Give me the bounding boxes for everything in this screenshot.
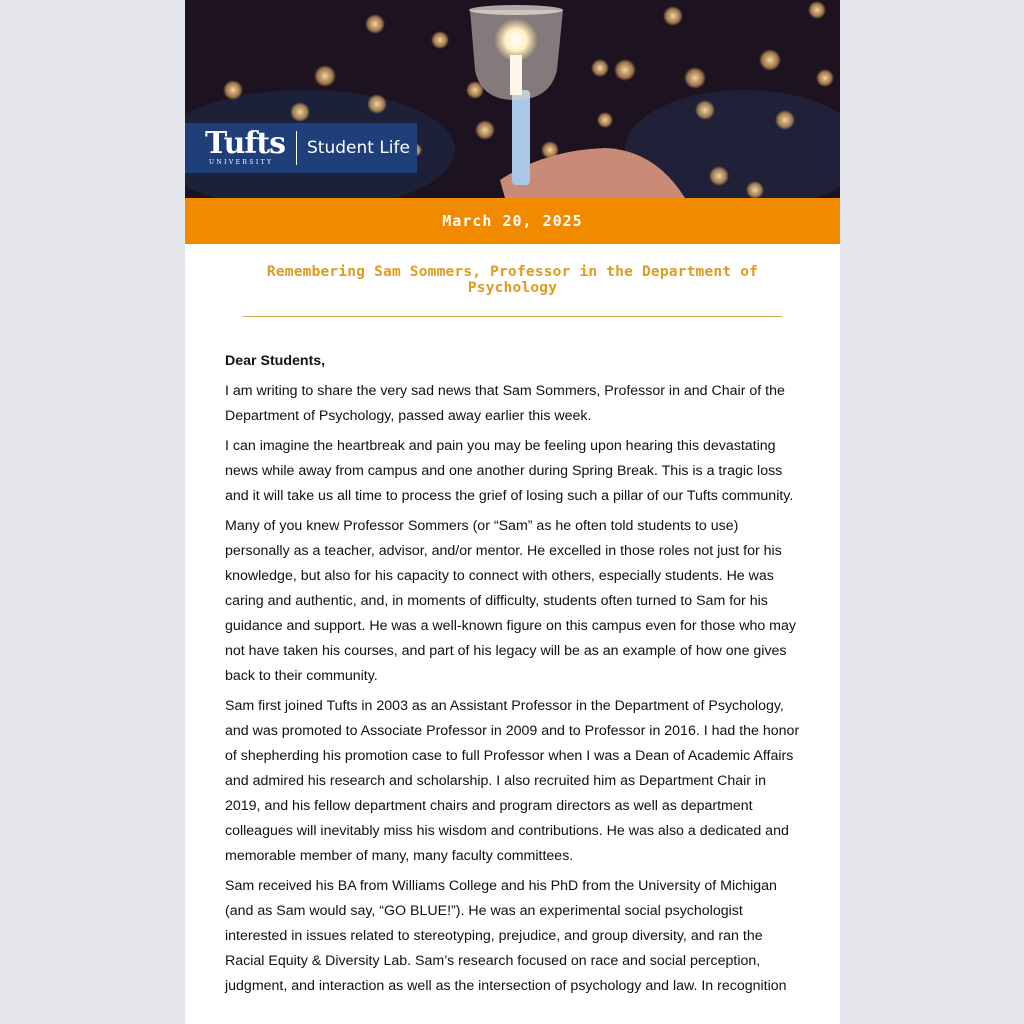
tufts-student-life-logo[interactable]	[185, 123, 417, 173]
logo-wordmark: Tufts	[205, 126, 286, 161]
salutation: Dear Students,	[225, 353, 326, 369]
body-paragraph: Sam received his BA from Williams College and his PhD from the University of Michigan (and as Sam would say, “GO BLUE!”). He was an experimental social psychologist interested in issues related to stereotyping, prejudice, and group diversity, and ran the Racial Equity & Diversity Lab. Sam’s research focused on race and social perception, judgment, and interaction as well as the intersection of psychology and law. In recognition	[225, 878, 787, 994]
email-body	[185, 317, 840, 999]
email-container	[185, 0, 840, 1024]
body-paragraph: Many of you knew Professor Sommers (or “Sam” as he often told students to use) personally as a teacher, advisor, and/or mentor. He excelled in those roles not just for his knowledge, but also for his capacity to connect with others, especially students. He was caring and authentic, and, in moments of difficulty, students often turned to Sam for his guidance and support. He was a well-known figure on this campus even for those who may not have taken his courses, and part of his legacy will be as an example of how one gives back to their community.	[225, 518, 796, 684]
article-headline: Remembering Sam Sommers, Professor in the Department of Psychology	[266, 264, 759, 296]
hero-banner	[185, 0, 840, 198]
logo-unit-name: Student Life	[307, 138, 410, 158]
email-date: March 20, 2025	[442, 212, 583, 230]
body-paragraph: I am writing to share the very sad news that Sam Sommers, Professor in and Chair of the Department of Psychology, passed away earlier this week.	[225, 383, 785, 424]
logo-divider	[296, 131, 297, 165]
body-paragraph: I can imagine the heartbreak and pain you may be feeling upon hearing this devastating news while away from campus and one another during Spring Break. This is a tragic loss and it will take us all time to process the grief of losing such a pillar of our Tufts community.	[225, 438, 794, 504]
logo-university-label: UNIVERSITY	[209, 159, 274, 166]
body-paragraph: Sam first joined Tufts in 2003 as an Assistant Professor in the Department of Psychology, and was promoted to Associate Professor in 2009 and to Professor in 2016. I had the honor of shepherding his promotion case to full Professor when I was a Dean of Academic Affairs and admired his research and scholarship. I also recruited him as Department Chair in 2019, and his fellow department chairs and program directors as well as department colleagues will inevitably miss his wisdom and contributions. He was also a dedicated and memorable member of many, many faculty committees.	[225, 698, 800, 864]
date-banner	[185, 198, 840, 244]
